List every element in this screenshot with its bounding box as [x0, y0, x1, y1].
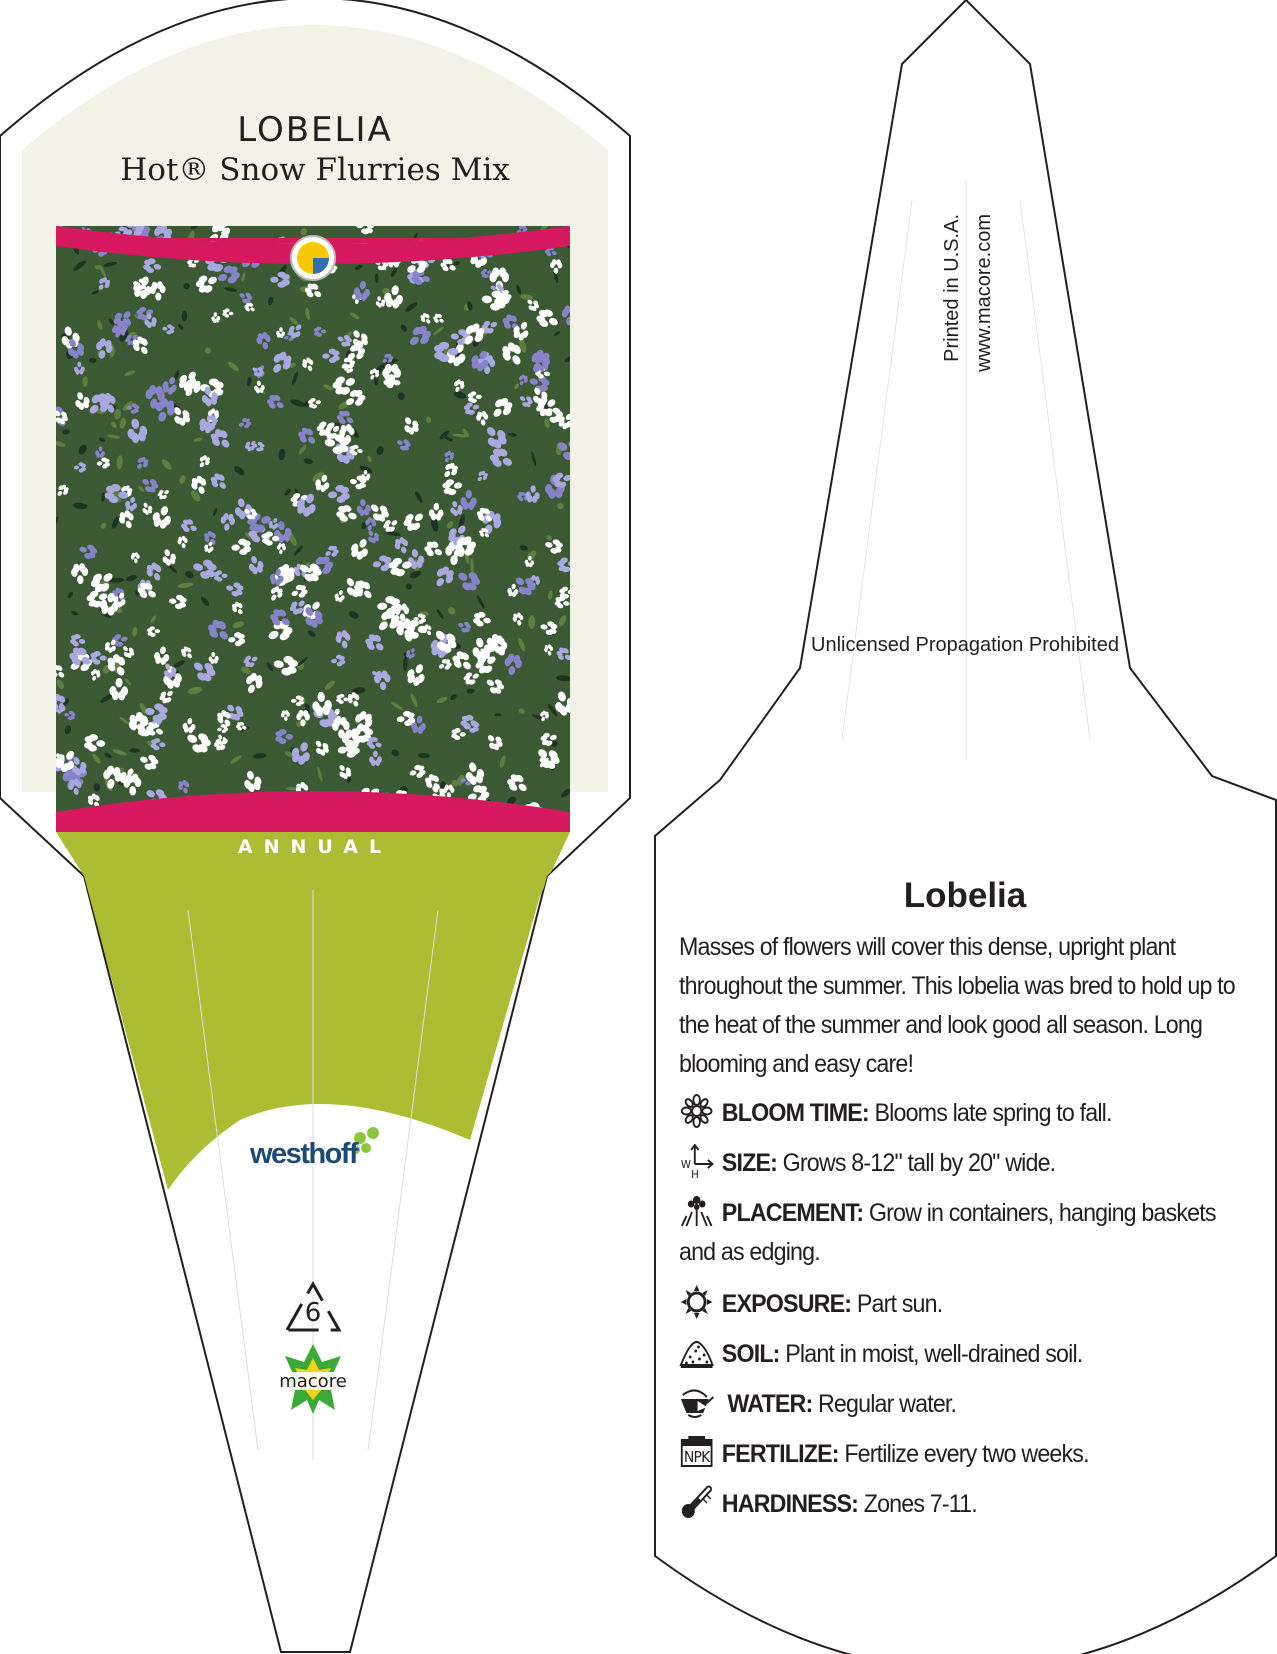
printed-location: Printed in U.S.A. — [941, 214, 963, 362]
care-soil — [679, 1335, 1256, 1374]
sun-icon — [679, 1285, 714, 1319]
macore-text: macore — [279, 1371, 347, 1392]
thermometer-icon — [679, 1485, 714, 1519]
care-text: Plant in moist, well-drained soil. — [785, 1340, 1083, 1368]
back-title: Lobelia — [903, 876, 1027, 915]
care-label: FERTILIZE: — [721, 1440, 839, 1468]
care-label: HARDINESS: — [721, 1490, 859, 1518]
category-label: ANNUAL — [237, 836, 393, 858]
westhoff-logo: westhoff — [250, 1138, 358, 1170]
variety-name: Hot® Snow Flurries Mix — [120, 152, 510, 188]
plant-description: Masses of flowers will cover this dense, upright plant throughout the summer. This lobelia was bred to hold up to the heat of the summer and look good all season. Long blooming and easy care! — [679, 933, 1235, 1078]
care-label: EXPOSURE: — [721, 1290, 852, 1318]
npk-label: NPK — [683, 1449, 710, 1467]
propagation-notice: Unlicensed Propagation Prohibited — [811, 634, 1119, 656]
care-exposure — [679, 1285, 1256, 1324]
care-text: Part sun. — [856, 1290, 943, 1318]
care-text: Fertilize every two weeks. — [844, 1440, 1089, 1468]
printed-notice — [936, 214, 1006, 414]
care-label: BLOOM TIME: — [721, 1099, 869, 1127]
size-h-label: H — [691, 1167, 698, 1178]
care-placement — [679, 1194, 1256, 1272]
care-size — [679, 1144, 1256, 1183]
care-text: Blooms late spring to fall. — [874, 1099, 1112, 1127]
care-label: WATER: — [727, 1390, 813, 1418]
npk-icon — [679, 1435, 714, 1469]
care-text: Regular water. — [817, 1390, 957, 1418]
flower-photo — [56, 226, 570, 832]
care-label: PLACEMENT: — [721, 1199, 864, 1227]
care-text: Zones 7-11. — [863, 1490, 977, 1518]
soil-icon — [679, 1335, 714, 1369]
flower-icon — [679, 1094, 714, 1128]
care-fertilize — [679, 1435, 1256, 1474]
plant-title: LOBELIA — [237, 110, 393, 150]
care-text: Grows 8-12" tall by 20" wide. — [782, 1149, 1056, 1177]
care-water — [679, 1385, 1256, 1424]
size-icon — [679, 1144, 714, 1178]
care-label: SIZE: — [721, 1149, 778, 1177]
care-text: Grow in containers, hanging baskets and as edging. — [679, 1199, 1216, 1266]
care-label: SOIL: — [721, 1340, 780, 1368]
recycle-number: 6 — [304, 1298, 322, 1328]
care-hardiness — [679, 1485, 1256, 1524]
watering-can-icon — [679, 1385, 714, 1419]
care-bloom-time — [679, 1094, 1256, 1133]
size-w-label: W — [680, 1157, 691, 1172]
website-link: www.macore.com — [973, 214, 995, 372]
placement-icon — [679, 1194, 714, 1228]
